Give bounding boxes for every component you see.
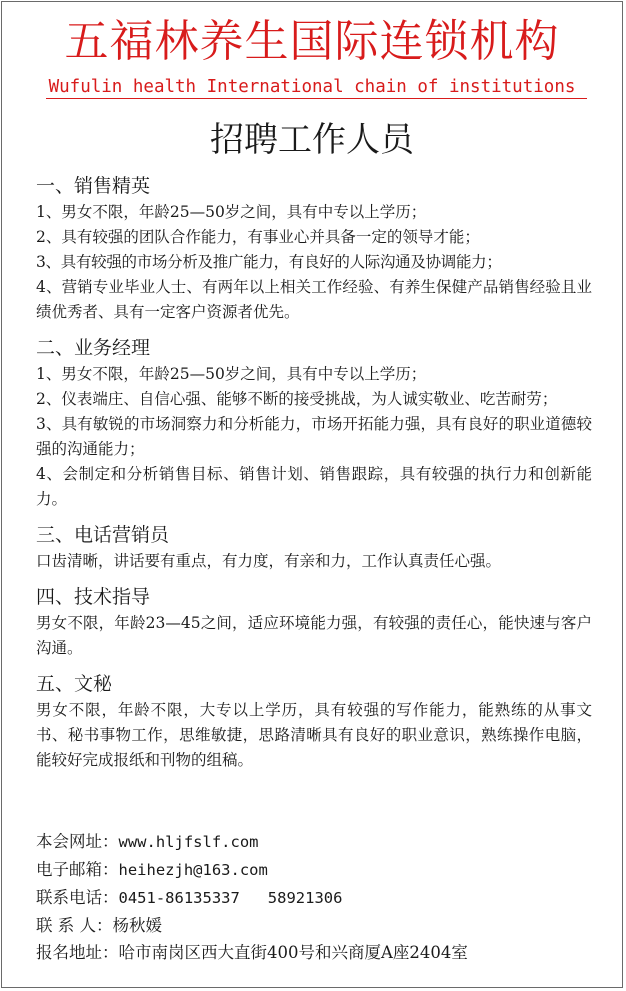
website-row (36, 828, 592, 856)
requirement-line: 4、营销专业毕业人士、有两年以上相关工作经验、有养生保健产品销售经验且业绩优秀者、具有一定客户资源者优先。 (36, 278, 592, 321)
contact-person: 杨秋媛 (112, 916, 162, 935)
requirement-line: 口齿清晰，讲话要有重点，有力度，有亲和力，工作认真责任心强。 (36, 552, 502, 570)
section-telemarketer (36, 522, 592, 574)
requirement-line: 2、仪表端庄、自信心强、能够不断的接受挑战，为人诚实敬业、吃苦耐劳； (36, 390, 558, 408)
section-title: 二、业务经理 (36, 337, 151, 359)
section-business-manager (36, 335, 592, 512)
requirement-line: 男女不限，年龄不限，大专以上学历，具有较强的写作能力，能熟练的从事文书、秘书事物工作，思维敏捷，思路清晰具有良好的职业意识，熟练操作电脑，能较好完成报纸和刊物的组稿。 (36, 701, 592, 769)
website-label: 本会网址： (36, 832, 119, 851)
organization-name-cn: 五福林养生国际连锁机构 (64, 16, 560, 67)
requirement-line: 1、男女不限，年龄25—50岁之间，具有中专以上学历； (36, 365, 427, 383)
website-link[interactable]: www.hljfslf.com (118, 833, 259, 851)
contact-person-row (36, 912, 592, 939)
job-sections (36, 173, 592, 783)
section-technical-guide (36, 584, 592, 661)
section-title: 三、电话营销员 (36, 524, 170, 546)
section-title: 四、技术指导 (36, 586, 151, 608)
phone-numbers: 0451-86135337 58921306 (118, 889, 343, 907)
page-title: 招聘工作人员 (210, 120, 414, 160)
email-link[interactable]: heihezjh@163.com (118, 861, 268, 879)
header-divider (46, 98, 587, 99)
contact-info (36, 828, 592, 966)
section-sales-elite (36, 173, 592, 325)
requirement-line: 男女不限，年龄23—45之间，适应环境能力强，有较强的责任心，能快速与客户沟通。 (36, 614, 592, 657)
address-label: 报名地址： (36, 943, 119, 962)
requirement-line: 4、会制定和分析销售目标、销售计划、销售跟踪，具有较强的执行力和创新能力。 (36, 465, 592, 508)
section-title: 一、销售精英 (36, 175, 151, 197)
email-label: 电子邮箱： (36, 860, 119, 879)
email-row (36, 856, 592, 884)
organization-name-en: Wufulin health International chain of institutions (48, 77, 576, 97)
requirement-line: 2、具有较强的团队合作能力，有事业心并具备一定的领导才能； (36, 228, 480, 246)
requirement-line: 3、具有较强的市场分析及推广能力，有良好的人际沟通及协调能力； (36, 253, 502, 271)
section-title: 五、文秘 (36, 673, 113, 695)
section-secretary (36, 671, 592, 773)
address: 哈市南岗区西大直街400号和兴商厦A座2404室 (118, 943, 468, 962)
phone-label: 联系电话： (36, 888, 119, 907)
requirement-line: 1、男女不限，年龄25—50岁之间，具有中专以上学历； (36, 203, 427, 221)
address-row (36, 939, 592, 966)
contact-person-label: 联 系 人： (36, 916, 113, 935)
recruitment-notice (1, 1, 623, 988)
requirement-line: 3、具有敏锐的市场洞察力和分析能力，市场开拓能力强，具有良好的职业道德较强的沟通能力； (36, 415, 592, 458)
phone-row (36, 884, 592, 912)
